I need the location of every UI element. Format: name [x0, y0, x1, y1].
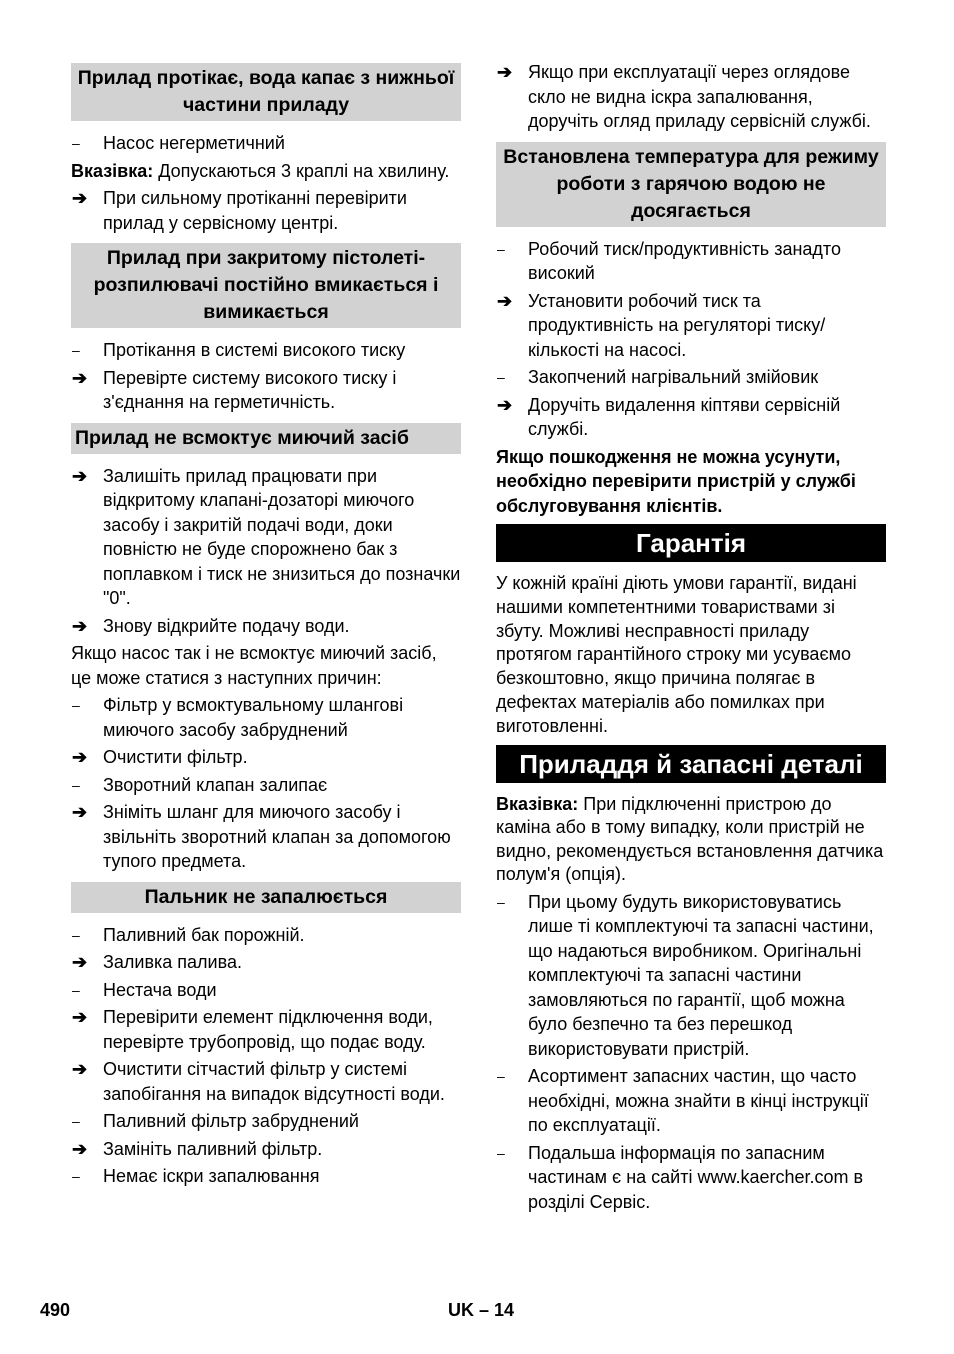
dash-marker: –: [497, 1068, 505, 1085]
arrow-icon: ➔: [72, 1138, 88, 1159]
list-item: – Фільтр у всмоктувальному шлангові миючого засобу забруднений: [72, 695, 404, 740]
arrow-icon: ➔: [72, 1059, 88, 1079]
arrow-icon: ➔: [72, 802, 88, 822]
heading-temp-not-reached: Встановлена температура для режиму роботи з гарячою водою не досягається: [496, 142, 886, 227]
list-item: ➔ При сильному протіканні перевірити прилад у сервісному центрі.: [72, 188, 407, 233]
list-item: ➔ Очистити сітчастий фільтр у системі запобігання на випадок відсутності води.: [72, 1059, 445, 1104]
list-item: – Закопчений нагрівальний змійовик: [496, 365, 886, 390]
list-item: – Протікання в системі високого тиску: [71, 338, 461, 363]
heading-accessories: Приладдя й запасні деталі: [496, 745, 886, 783]
dash-marker: –: [72, 1113, 80, 1129]
list-item: – Нестача води: [71, 978, 461, 1003]
list-item: – Асортимент запасних частин, що часто необхідні, можна знайти в кінці інструкції по експлуатації.: [497, 1066, 869, 1136]
dash-marker: –: [72, 981, 80, 998]
arrow-icon: ➔: [72, 615, 88, 636]
note-paragraph: Вказівка: При підключенні пристрою до каміна або в тому випадку, коли пристрій не видно, рекомендується встановлення датчика полум'я (опція).: [496, 793, 884, 885]
list-item: ➔ Доручіть видалення кіптяви сервісній службі.: [497, 394, 841, 439]
arrow-icon: ➔: [72, 465, 88, 486]
note-label: Вказівка:: [496, 793, 579, 814]
arrow-icon: ➔: [497, 62, 513, 82]
list-item: – Паливний бак порожній.: [71, 923, 461, 948]
note-paragraph: Вказівка: Допускаються 3 краплі на хвилину.: [71, 160, 450, 181]
dash-marker: –: [497, 1144, 505, 1161]
note-label: Вказівка:: [71, 160, 154, 181]
list-item: ➔ Установити робочий тиск та продуктивність на регуляторі тиску/кількості на насосі.: [497, 290, 826, 360]
page-number: 490: [40, 1300, 71, 1320]
arrow-icon: ➔: [72, 747, 88, 767]
arrow-icon: ➔: [497, 394, 513, 415]
heading-no-detergent: Прилад не всмоктує миючий засіб: [71, 423, 461, 454]
list-item: – Зворотний клапан залипає: [71, 773, 461, 798]
dash-marker: –: [72, 1168, 80, 1184]
heading-device-leaks: Прилад протікає, вода капає з нижньої частини приладу: [71, 63, 461, 121]
list-item: – При цьому будуть використовуватись лише ті комплектуючі та запасні частини, що надаються виробником. Оригінальні комплектуючі та запасні частини замовляються по гарантії, щоб можна було безпечно та без перешкод використовувати пристрій.: [497, 891, 874, 1059]
arrow-icon: ➔: [72, 1007, 88, 1027]
list-item: – Робочий тиск/продуктивність занадто високий: [497, 238, 841, 283]
list-item: – Подальша інформація по запасним частинам є на сайті www.kaercher.com в розділі Сервіс.: [497, 1142, 864, 1212]
warranty-paragraph: У кожній країні діють умови гарантії, видані нашими компетентними товариствами зі збуту. Можливі несправності приладу протягом гарантійного строку ми усуваємо безкоштовно, якщо причина полягає в дефектах матеріалів або помилках при виготовленні.: [496, 573, 857, 736]
section-label: UK – 14: [448, 1300, 515, 1320]
arrow-icon: ➔: [72, 952, 88, 972]
arrow-icon: ➔: [72, 188, 88, 208]
dash-marker: –: [497, 369, 505, 385]
heading-burner-no-ignite: Пальник не запалюється: [71, 882, 461, 913]
dash-marker: –: [72, 342, 80, 358]
list-item: ➔ Очистити фільтр.: [71, 745, 461, 770]
dash-marker: –: [72, 776, 80, 793]
left-column: [71, 63, 461, 1192]
arrow-icon: ➔: [497, 290, 513, 311]
list-item: – Паливний фільтр забруднений: [71, 1109, 461, 1134]
list-item: ➔ Якщо при експлуатації через оглядове скло не видна іскра запалювання, доручіть огляд приладу сервісній службі.: [497, 62, 871, 131]
bold-paragraph: Якщо пошкодження не можна усунути, необхідно перевірити пристрій у службі обслуговування клієнтів.: [496, 446, 856, 516]
dash-marker: –: [72, 697, 80, 713]
paragraph: Якщо насос так і не всмоктує миючий засіб, це може статися з наступних причин:: [71, 643, 437, 688]
list-item: ➔ Знову відкрийте подачу води.: [71, 614, 461, 639]
list-item: ➔ Зніміть шланг для миючого засобу і звільніть зворотний клапан за допомогою тупого предмета.: [72, 802, 451, 871]
dash-marker: –: [497, 240, 505, 257]
list-item: ➔ Залишіть прилад працювати при відкритому клапані-дозаторі миючого засобу і закритій подачі води, доки повністю не буде спорожнено бак з поплавком і тиск не знизиться до позначки "0".: [72, 465, 461, 608]
heading-device-cycles: Прилад при закритому пістолеті-розпилювачі постійно вмикається і вимикається: [71, 243, 461, 328]
list-item: ➔ Перевірте систему високого тиску і з'єднання на герметичність.: [72, 367, 397, 412]
list-item: ➔ Заливка палива.: [71, 950, 461, 975]
dash-marker: –: [72, 135, 80, 151]
heading-warranty: Гарантія: [496, 524, 886, 562]
arrow-icon: ➔: [72, 367, 88, 388]
right-column: [496, 60, 886, 1217]
list-item: – Немає іскри запалювання: [71, 1164, 461, 1189]
list-item: ➔ Перевірити елемент підключення води, перевірте трубопровід, що подає воду.: [72, 1007, 433, 1052]
list-item: – Насос негерметичний: [71, 131, 461, 156]
dash-marker: –: [497, 893, 505, 910]
list-item: ➔ Замініть паливний фільтр.: [71, 1137, 461, 1162]
dash-marker: –: [72, 926, 80, 943]
